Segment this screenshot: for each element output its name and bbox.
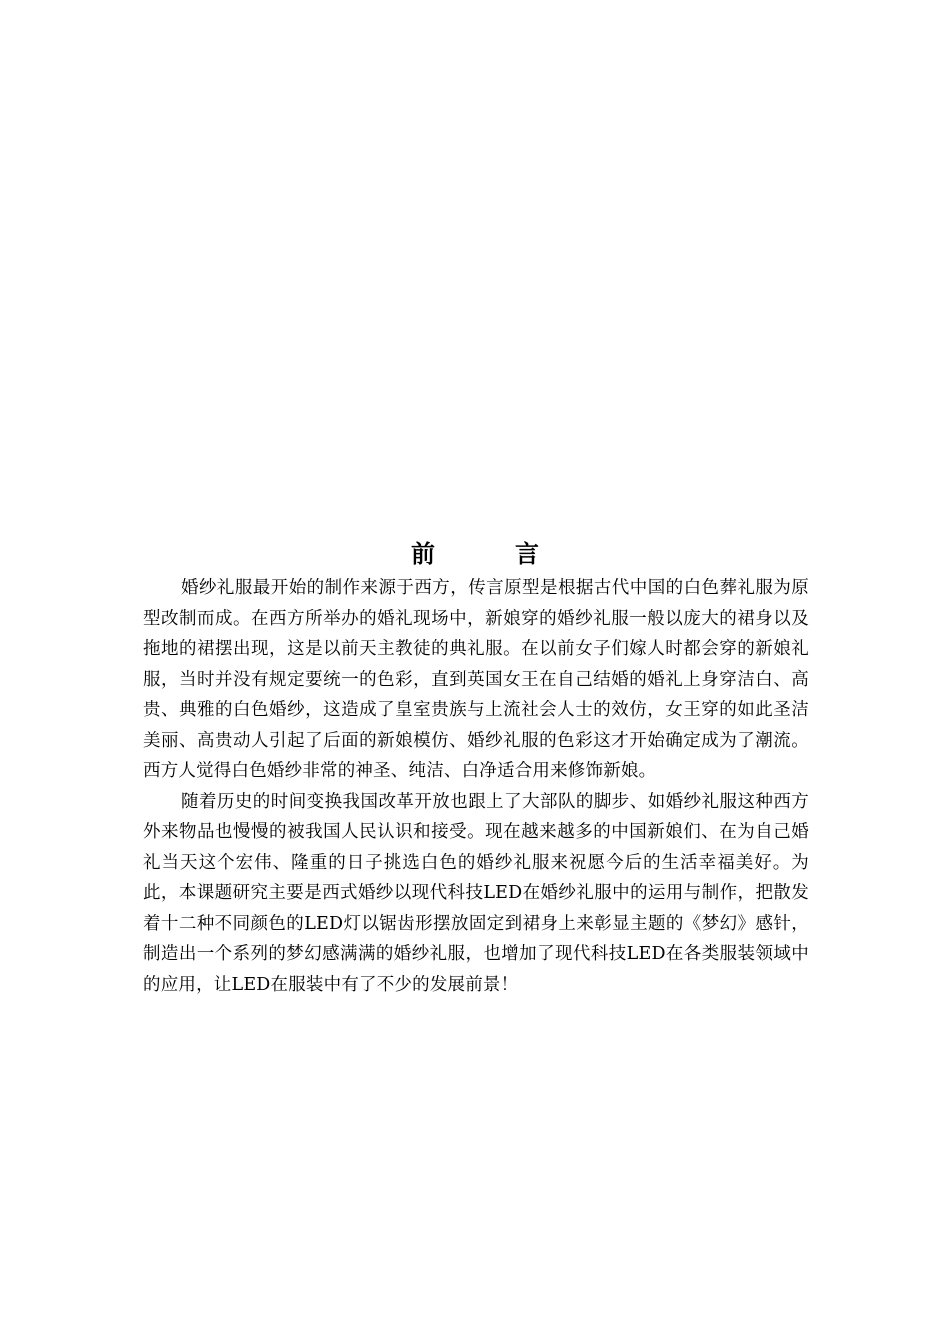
preface-paragraph-1: 婚纱礼服最开始的制作来源于西方，传言原型是根据古代中国的白色葬礼服为原型改制而成。在西方所举办的婚礼现场中，新娘穿的婚纱礼服一般以庞大的裙身以及拖地的裙摆出现，这是以前天主教徒的典礼服。在以前女子们嫁人时都会穿的新娘礼服，当时并没有规定要统一的色彩，直到英国女王在自己结婚的婚礼上身穿洁白、高贵、典雅的白色婚纱，这造成了皇室贵族与上流社会人士的效仿，女王穿的如此圣洁美丽、高贵动人引起了后面的新娘模仿、婚纱礼服的色彩这才开始确定成为了潮流。西方人觉得白色婚纱非常的神圣、纯洁、白净适合用来修饰新娘。 bbox=[143, 578, 809, 781]
preface-body bbox=[143, 573, 809, 1000]
page-title: 前 言 bbox=[411, 540, 567, 568]
preface-paragraph-2: 随着历史的时间变换我国改革开放也跟上了大部队的脚步、如婚纱礼服这种西方外来物品也慢慢的被我国人民认识和接受。现在越来越多的中国新娘们、在为自己婚礼当天这个宏伟、隆重的日子挑选白色的婚纱礼服来祝愿今后的生活幸福美好。为此，本课题研究主要是西式婚纱以现代科技LED在婚纱礼服中的运用与制作，把散发着十二种不同颜色的LED灯以锯齿形摆放固定到裙身上来彰显主题的《梦幻》感针，制造出一个系列的梦幻感满满的婚纱礼服，也增加了现代科技LED在各类服装领域中的应用，让LED在服装中有了不少的发展前景！ bbox=[143, 791, 809, 995]
